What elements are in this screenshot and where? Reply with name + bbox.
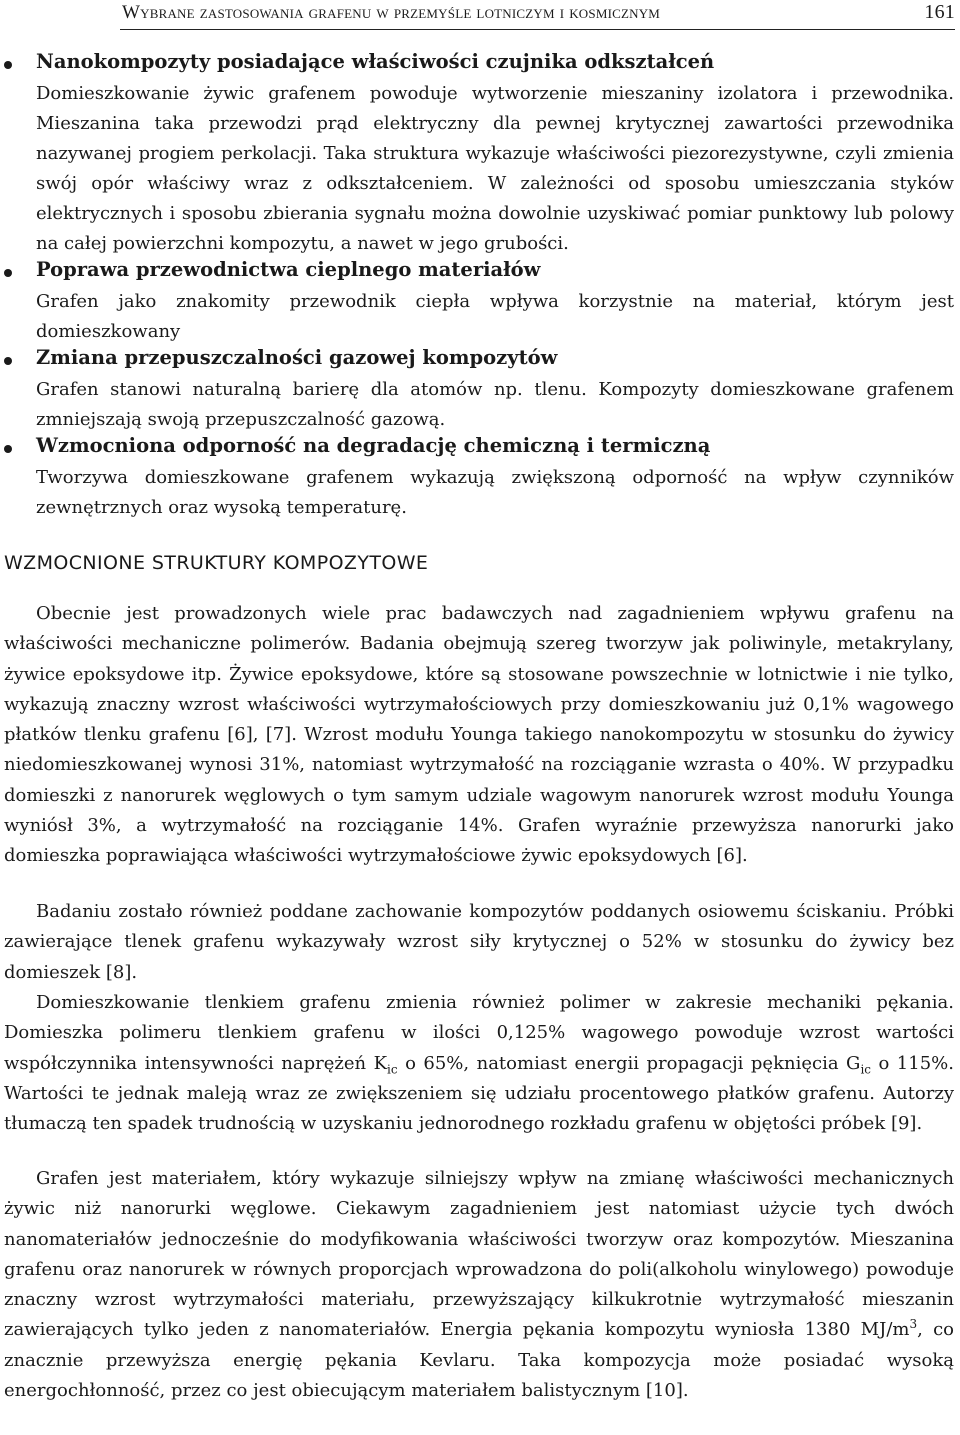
bullet-text: Domieszkowanie żywic grafenem powoduje wytworzenie mieszaniny izolatora i przewodnika. Mieszanina taka przewodzi prąd elektryczny dla pewnej krytycznej zawartości przewodnika nazywanej progiem perkolacji. Taka struktura wykazuje właściwości piezorezystywne, czyli zmienia swój opór właściwy wraz z odkształceniem. W zależności od sposobu umieszczania styków elektrycznych i sposobu zbierania sygnału można dowolnie uzyskiwać pomiar punktowy lub polowy na całej powierzchni kompozytu, a nawet w jego grubości. xyxy=(36,83,954,254)
bullet-icon xyxy=(4,357,12,365)
bullet-icon xyxy=(4,61,12,69)
bullet-title: Poprawa przewodnictwa cieplnego materiałów xyxy=(36,258,541,281)
subscript: ic xyxy=(387,1062,398,1077)
bullet-title: Wzmocniona odporność na degradację chemiczną i termiczną xyxy=(36,434,711,457)
running-head xyxy=(122,2,955,28)
superscript: 3 xyxy=(909,1317,918,1332)
section-heading: WZMOCNIONE STRUKTURY KOMPOZYTOWE xyxy=(4,552,429,574)
bullet-icon xyxy=(4,269,12,277)
running-title: Wybrane zastosowania grafenu w przemyśle lotniczym i kosmicznym xyxy=(122,2,661,23)
paragraph: Obecnie jest prowadzonych wiele prac badawczych nad zagadnieniem wpływu grafenu na właściwości mechaniczne polimerów. Badania obejmują szereg tworzyw jak poliwinyle, metakrylany, żywice epoksydowe itp. Żywice epoksydowe, które są stosowane powszechnie w lotnictwie i nie tylko, wykazują znaczny wzrost właściwości wytrzymałościowych przy domieszkowaniu już 0,1% wagowego płatków tlenku grafenu [6], [7]. Wzrost modułu Younga takiego nanokompozytu w stosunku do żywicy niedomieszkowanej wynosi 31%, natomiast wytrzymałość na rozciąganie wzrasta o 40%. W przypadku domieszki z nanorurek węglowych o tym samym udziale wagowym nanorurek wzrost modułu Younga wyniósł 3%, a wytrzymałość na rozciąganie 14%. Grafen wyraźnie przewyższa nanorurki jako domieszka poprawiająca właściwości wytrzymałościowe żywic epoksydowych [6]. xyxy=(4,603,954,867)
bullet-text: Tworzywa domieszkowane grafenem wykazują zwiększoną odporność na wpływ czynników zewnętrznych oraz wysoką temperaturę. xyxy=(36,467,954,518)
paragraph: Badaniu zostało również poddane zachowanie kompozytów poddanych osiowemu ściskaniu. Próbki zawierające tlenek grafenu wykazywały wzrost siły krytycznej o 52% w stosunku do żywicy bez domieszek [8]. xyxy=(4,901,954,983)
bullet-icon xyxy=(4,445,12,453)
paragraph-text: , co znacznie przewyższa energię pękania Kevlaru. Taka kompozycja może posiadać wysoką energochłonność, przez co jest obiecującym materiałem balistycznym [10]. xyxy=(4,1319,954,1402)
paragraph-text: Domieszkowanie tlenkiem grafenu zmienia również polimer w zakresie mechaniki pękania. Domieszka polimeru tlenkiem grafenu w ilości 0,125% wagowego powoduje wzrost wartości współczynnika intensywności naprężeń K xyxy=(4,992,954,1074)
page-number: 161 xyxy=(924,1,955,23)
subscript: ic xyxy=(860,1062,871,1077)
header-rule xyxy=(120,29,955,30)
bullet-text: Grafen stanowi naturalną barierę dla atomów np. tlenu. Kompozyty domieszkowane grafenem zmniejszają swoją przepuszczalność gazową. xyxy=(36,379,954,430)
paragraph-text: o 115%. Wartości te jednak maleją wraz ze zwiększeniem się udziału procentowego płatków grafenu. Autorzy tłumaczą ten spadek trudnością w uzyskaniu jednorodnego rozkładu grafenu w objętości próbek [9]. xyxy=(4,1052,954,1135)
paragraph-text: Grafen jest materiałem, który wykazuje silniejszy wpływ na zmianę właściwości mechanicznych żywic niż nanorurki węglowe. Ciekawym zagadnieniem jest natomiast użycie tych dwóch nanomateriałów jednocześnie do modyfikowania właściwości tworzyw oraz kompozytów. Mieszanina grafenu oraz nanorurek w równych proporcjach wprowadzona do poli(alkoholu winylowego) powoduje znaczny wzrost wytrzymałości materiału, przewyższający kilkukrotnie wytrzymałość mieszanin zawierających tylko jeden z nanomateriałów. Energia pękania kompozytu wyniosła 1380 MJ/m xyxy=(4,1168,954,1341)
paragraph xyxy=(4,1164,954,1406)
bullet-title: Nanokompozyty posiadające właściwości czujnika odkształceń xyxy=(36,50,715,73)
bullet-text: Grafen jako znakomity przewodnik ciepła wpływa korzystnie na materiał, którym jest domieszkowany xyxy=(36,291,954,342)
bullet-title: Zmiana przepuszczalności gazowej kompozytów xyxy=(36,346,558,369)
paragraph xyxy=(4,988,954,1139)
paragraph-text: o 65%, natomiast energii propagacji pęknięcia G xyxy=(397,1052,861,1074)
